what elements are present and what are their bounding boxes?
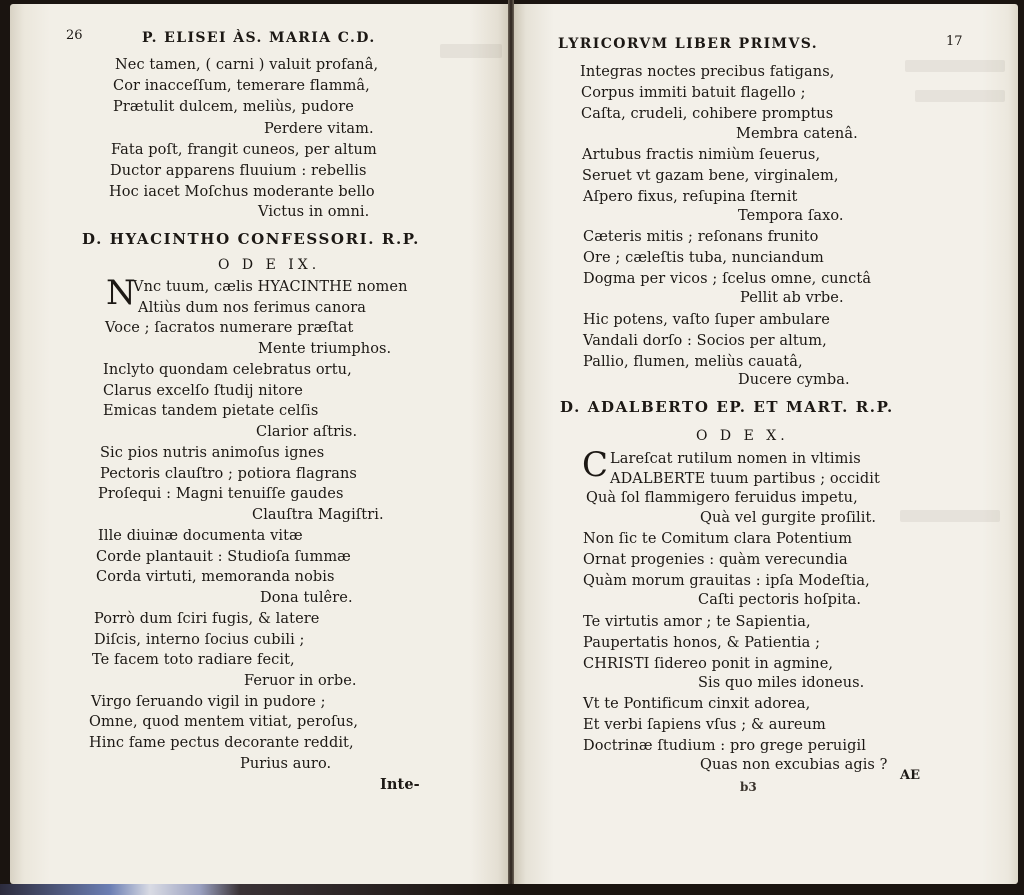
verse-line: Quà vel gurgite proſilit. [700, 510, 877, 526]
right-running-head: LYRICORVM LIBER PRIMVS. [558, 36, 818, 52]
verse-line: Ore ; cæleſtis tuba, nunciandum [583, 250, 824, 266]
verse-line: CHRISTI ſidereo ponit in agmine, [583, 656, 834, 672]
verse-line: Non ſic te Comitum clara Potentium [583, 531, 853, 547]
book-gutter [508, 0, 514, 895]
verse-line: Mente triumphos. [258, 341, 392, 357]
left-drop-capital: N [106, 273, 136, 313]
background-strip [0, 884, 1024, 895]
verse-line: Corde plantauit : Studioſa ſummæ [96, 549, 351, 565]
right-ode-label: O D E X. [696, 428, 789, 444]
verse-line: Prætulit dulcem, meliùs, pudore [113, 99, 354, 115]
verse-line: Virgo ſeruando vigil in pudore ; [91, 694, 326, 710]
verse-line: Clarus excelſo ſtudij nitore [103, 383, 303, 399]
verse-line: Diſcis, interno ſocius cubili ; [94, 632, 305, 648]
right-section-title: D. ADALBERTO EP. ET MART. R.P. [560, 398, 894, 416]
verse-line: Sic pios nutris animoſus ignes [100, 445, 325, 461]
verse-line: Emicas tandem pietate celſis [103, 403, 319, 419]
verse-line: Nec tamen, ( carni ) valuit profanâ, [115, 57, 379, 73]
verse-line: Sis quo miles idoneus. [698, 675, 865, 691]
verse-line: Te facem toto radiare fecit, [92, 652, 295, 668]
verse-line: Dogma per vicos ; ſcelus omne, cunctâ [583, 271, 872, 287]
left-running-head: P. ELISEI ÀS. MARIA C.D. [142, 30, 376, 46]
verse-line: Integras noctes precibus fatigans, [580, 64, 835, 80]
verse-line: Cæteris mitis ; reſonans frunito [583, 229, 819, 245]
left-page [10, 4, 510, 884]
verse-line: Clauſtra Magiſtri. [252, 507, 384, 523]
verse-line: Vnc tuum, cælis HYACINTHE nomen [133, 279, 408, 295]
verse-line: Corda virtuti, memoranda nobis [96, 569, 335, 585]
verse-line: Tempora ſaxo. [738, 208, 844, 224]
verse-line: Ductor apparens fluuium : rebellis [110, 163, 367, 179]
verse-line: Pellit ab vrbe. [740, 290, 844, 306]
verse-line: Ducere cymba. [738, 372, 850, 388]
left-page-number: 26 [66, 28, 83, 43]
bleed-through-mark [905, 60, 1005, 72]
verse-line: ADALBERTE tuum partibus ; occidit [610, 471, 880, 487]
verse-line: Paupertatis honos, & Patientia ; [583, 635, 821, 651]
right-page-number: 17 [946, 34, 963, 49]
verse-line: Quàm morum grauitas : ipſa Modeſtia, [583, 573, 870, 589]
verse-line: Purius auro. [240, 756, 332, 772]
verse-line: Doctrinæ ſtudium : pro grege peruigil [583, 738, 866, 754]
verse-line: Altiùs dum nos ferimus canora [138, 300, 367, 316]
verse-line: Dona tulêre. [260, 590, 353, 606]
verse-line: Victus in omni. [258, 204, 370, 220]
left-ode-label: O D E IX. [218, 257, 321, 273]
bleed-through-mark [915, 90, 1005, 102]
verse-line: Inclyto quondam celebratus ortu, [103, 362, 352, 378]
bleed-through-mark [900, 510, 1000, 522]
verse-line: Hoc iacet Moſchus moderante bello [109, 184, 375, 200]
verse-line: Feruor in orbe. [244, 673, 357, 689]
verse-line: Perdere vitam. [264, 121, 374, 137]
signature-mark: b3 [740, 780, 757, 794]
verse-line: Fata poſt, frangit cuneos, per altum [111, 142, 377, 158]
verse-line: Hinc fame pectus decorante reddit, [89, 735, 354, 751]
verse-line: Caſta, crudeli, cohibere promptus [581, 106, 834, 122]
verse-line: Vandali dorſo : Socios per altum, [583, 333, 827, 349]
verse-line: Cor inacceſſum, temerare flammâ, [113, 78, 370, 94]
verse-line: Voce ; ſacratos numerare præſtat [105, 320, 354, 336]
verse-line: Caſti pectoris hoſpita. [698, 592, 862, 608]
verse-line: Et verbi ſapiens vſus ; & aureum [583, 717, 826, 733]
verse-line: Proſequi : Magni tenuiſſe gaudes [98, 486, 344, 502]
verse-line: Ille diuinæ documenta vitæ [98, 528, 303, 544]
verse-line: Vt te Pontificum cinxit adorea, [583, 696, 811, 712]
verse-line: Porrò dum ſciri fugis, & latere [94, 611, 320, 627]
right-catchword: AE [900, 768, 921, 783]
verse-line: Pallio, flumen, meliùs cauatâ, [583, 354, 803, 370]
verse-line: Clarior aſtris. [256, 424, 358, 440]
verse-line: Pectoris clauſtro ; potiora flagrans [100, 466, 357, 482]
right-drop-capital: C [582, 445, 609, 485]
verse-line: Corpus immiti batuit flagello ; [581, 85, 806, 101]
left-section-title: D. HYACINTHO CONFESSORI. R.P. [82, 230, 420, 248]
verse-line: Artubus fractis nimiùm ſeuerus, [582, 147, 821, 163]
verse-line: Ornat progenies : quàm verecundia [583, 552, 848, 568]
bleed-through-mark [440, 44, 502, 58]
verse-line: Aſpero fixus, reſupina ſternit [583, 189, 798, 205]
left-catchword: Inte- [380, 776, 420, 793]
verse-line: Te virtutis amor ; te Sapientia, [583, 614, 811, 630]
verse-line: Omne, quod mentem vitiat, peroſus, [89, 714, 359, 730]
verse-line: Seruet vt gazam bene, virginalem, [582, 168, 839, 184]
verse-line: Hic potens, vaſto ſuper ambulare [583, 312, 830, 328]
verse-line: Quas non excubias agis ? [700, 757, 888, 773]
verse-line: Quà ſol flammigero feruidus impetu, [586, 490, 858, 506]
verse-line: Membra catenâ. [736, 126, 858, 142]
verse-line: Lareſcat rutilum nomen in vltimis [610, 451, 861, 467]
